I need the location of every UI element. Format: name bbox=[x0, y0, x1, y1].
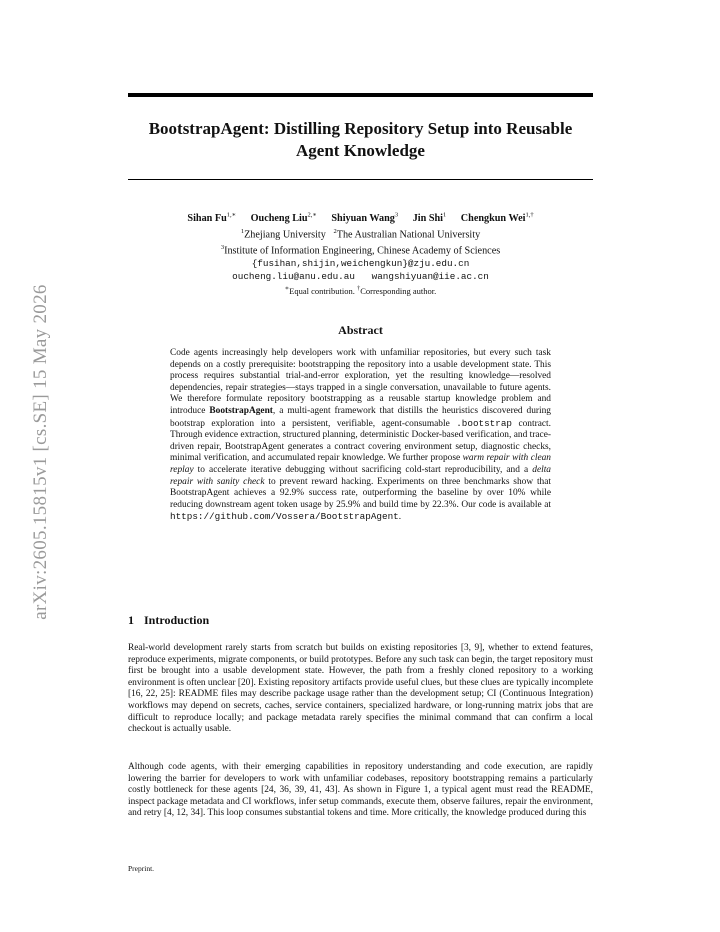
arxiv-watermark: arXiv:2605.15815v1 [cs.SE] 15 May 2026 bbox=[30, 284, 51, 620]
footer-note: Preprint. bbox=[128, 864, 155, 873]
body-paragraph: Although code agents, with their emerging capabilities in repository understanding and code execution, are rapidly lowering the barrier for developers to work with unfamiliar codebases, repository bootstrapping remains a particularly costly bottleneck for these agents [24, 36, 39, 41, 43]. As shown in Figure 1, a typical agent must read the README, inspect package metadata and CI workflows, infer setup commands, execute them, observe failures, repair the environment, and retry [4, 12, 34]. This loop consumes substantial tokens and time. More critically, the knowledge produced during this bbox=[128, 762, 593, 819]
author: Jin Shi$^1$ bbox=[412, 212, 447, 225]
email-line: oucheng.liu@anu.edu.au wangshiyuan@iie.ac.cn bbox=[232, 270, 489, 282]
footnote-marks: ∗Equal contribution. †Corresponding author. bbox=[284, 285, 437, 296]
abstract-heading: Abstract bbox=[338, 323, 383, 337]
section-heading: 1 Introduction bbox=[128, 613, 210, 627]
affiliation-line: $^1$Zhejiang University $^2$The Australian National University bbox=[240, 227, 481, 241]
title-bottom-rule bbox=[128, 179, 593, 180]
author: Oucheng Liu$^{2,∗}$ bbox=[250, 212, 317, 225]
author: Sihan $Fu^{1,∗}$ bbox=[187, 212, 237, 225]
email-line: {fusihan,shijin,weichengkun}@zju.edu.cn bbox=[251, 257, 470, 269]
author: Chengkun Wei$^{1,\dagger}$ bbox=[460, 212, 534, 225]
author-names bbox=[128, 210, 593, 226]
abstract-text: Code agents increasingly help developers work with unfamiliar repositories, but every such task depends on a costly prerequisite: bootstrapping the repository into a usable development state. This process requires substantial trial-and-error exploration, yet the resulting knowledge—resolved dependencies, repair strategies—stays trapped in a single conversation, unavailable to future agents. We therefore formulate repository bootstrapping as a reusable startup knowledge problem and introduce BootstrapAgent, a multi-agent framework that distills the heuristics discovered during bootstrap exploration into a persistent, verifiable, agent-consumable .bootstrap contract. Through evidence extraction, structured planning, deterministic Docker-based verification, and trace-driven repair, BootstrapAgent generates a contract covering environment setup, diagnostic checks, minimal verification, and accumulated repair knowledge. We further propose warm repair with clean replay to accelerate iterative debugging without sacrificing cold-start reproducibility, and a delta repair with sanity check to prevent reward hacking. Experiments on three benchmarks show that BootstrapAgent achieves a 92.9% success rate, outperforming the baseline by over 10% while reducing downstream agent token usage by 25.9% and build time by 22.3%. Our code is available at https://github.com/Vossera/BootstrapAgent. bbox=[170, 348, 552, 523]
author-block bbox=[128, 210, 593, 298]
affiliation-line: $^3$Institute of Information Engineering, Chinese Academy of Sciences bbox=[220, 243, 501, 257]
body-paragraph: Real-world development rarely starts from scratch but builds on existing repositories [3, 9], whether to extend features, reproduce experiments, migrate components, or build prototypes. Before any such task can begin, the target repository must first be brought into a usable development state. However, the path from a freshly cloned repository to a working environment is often unclear [20]. Existing repository artifacts provide useful clues, but these clues are typically incomplete [16, 22, 25]: README files may describe package usage rather than the development setup; CI (Continuous Integration) workflows may depend on secrets, caches, service containers, specialized hardware, or long-running matrix jobs that are difficult to reproduce locally; and package metadata rarely specifies the minimal command that can confirm a local checkout is actually usable. bbox=[128, 643, 593, 735]
author: Shiyuan Wang$^3$ bbox=[331, 212, 399, 225]
paper-title: BootstrapAgent: Distilling Repository Setup into Reusable Agent Knowledge bbox=[148, 119, 573, 160]
title-top-rule bbox=[128, 93, 593, 97]
